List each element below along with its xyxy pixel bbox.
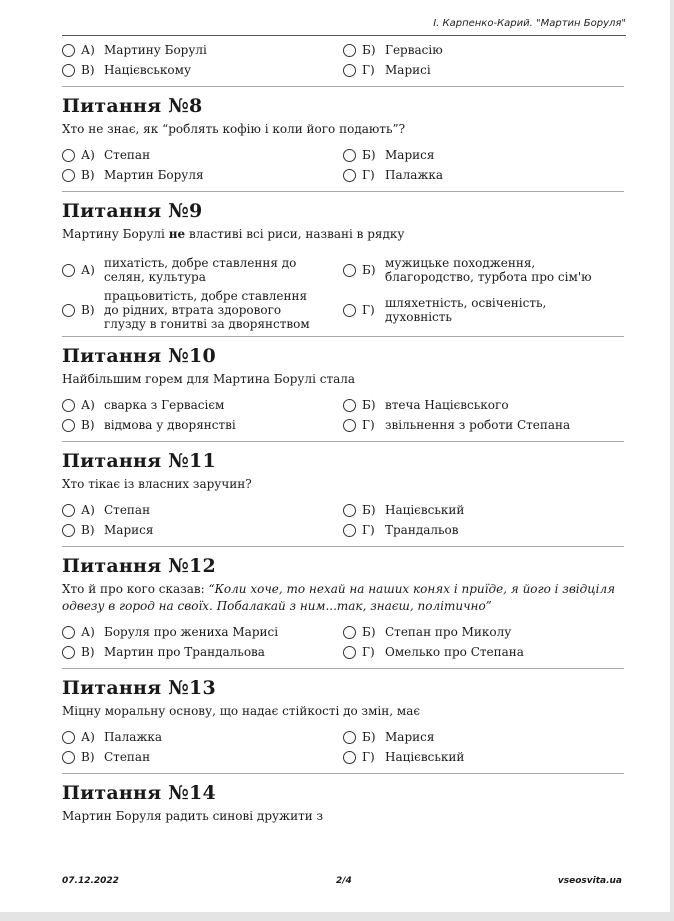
radio-button[interactable] [62,149,75,162]
option-text: Марисі [385,63,431,77]
header-rule [62,35,626,36]
option-letter: Б) [362,43,376,57]
option-letter: А) [81,43,95,57]
running-header: І. Карпенко-Карий. "Мартин Боруля" [433,18,626,29]
option-text: Націєвський [385,503,465,517]
option-letter: А) [81,398,95,412]
radio-button[interactable] [343,399,356,412]
viewer-bottom-strip [0,912,674,921]
question-11 [62,450,624,540]
radio-button[interactable] [343,149,356,162]
radio-button[interactable] [343,419,356,432]
option-b[interactable] [343,148,624,162]
footer-date: 07.12.2022 [62,876,119,886]
question-text [62,226,624,243]
option-letter: Б) [362,730,376,744]
question-text: Міцну моральну основу, що надає стійкості до змін, має [62,704,421,718]
question-14 [62,782,624,825]
option-v[interactable] [62,645,343,659]
footer-page-number: 2/4 [336,876,352,886]
option-text: відмова у дворянстві [104,418,236,432]
option-row [62,60,624,80]
option-row [62,747,624,767]
option-text: Мартин Боруля [104,168,204,182]
option-b[interactable] [343,503,624,517]
questions-content [62,40,624,832]
option-row [62,165,624,185]
question-text-part: Хто й про кого сказав: [62,582,209,596]
question-title: Питання №13 [62,677,216,699]
option-g[interactable] [343,168,624,182]
option-v[interactable] [62,63,343,77]
option-text: працьовитість, добре ставлення до рідних, втрата здорового глузду в гонитві за дворянством [104,289,310,331]
option-letter: Г) [362,418,375,432]
top-options [62,40,624,80]
option-b[interactable] [343,730,624,744]
question-12 [62,555,624,662]
radio-button[interactable] [343,751,356,764]
question-10 [62,345,624,435]
question-text: Мартин Боруля радить синові дружити з [62,809,324,823]
option-row [62,520,624,540]
radio-button[interactable] [62,731,75,744]
radio-button[interactable] [343,504,356,517]
separator [62,191,624,192]
option-a[interactable] [62,625,343,639]
question-title: Питання №10 [62,345,216,367]
option-g[interactable] [343,418,624,432]
radio-button[interactable] [343,264,356,277]
option-g[interactable] [343,292,624,328]
question-text: Хто тікає із власних заручин? [62,477,252,491]
radio-button[interactable] [343,626,356,639]
option-text: Марися [104,523,154,537]
radio-button[interactable] [343,646,356,659]
question-title: Питання №12 [62,555,216,577]
option-letter: Б) [362,625,376,639]
option-letter: В) [81,303,95,317]
option-text: Боруля про жениха Марисі [104,625,279,639]
option-v[interactable] [62,750,343,764]
option-text: втеча Націєвського [385,398,509,412]
option-letter: А) [81,503,95,517]
radio-button[interactable] [343,524,356,537]
option-a[interactable] [62,252,343,288]
question-text-part: властиві всі риси, названі в рядку [185,227,405,241]
option-a[interactable] [62,730,343,744]
question-title: Питання №8 [62,95,203,117]
option-text: Омелько про Степана [385,645,524,659]
option-letter: А) [81,625,95,639]
option-b[interactable] [343,252,624,288]
option-g[interactable] [343,645,624,659]
radio-button[interactable] [343,304,356,317]
option-letter: В) [81,645,95,659]
option-row [62,40,624,60]
option-a[interactable] [62,148,343,162]
page-edge [670,0,674,921]
question-13 [62,677,624,767]
footer-site: vseosvita.ua [557,876,622,886]
option-letter: В) [81,523,95,537]
radio-button[interactable] [62,626,75,639]
option-row [62,250,624,290]
option-v[interactable] [62,289,343,331]
option-letter: Г) [362,168,375,182]
radio-button[interactable] [62,169,75,182]
question-title: Питання №9 [62,200,203,222]
option-letter: А) [81,263,95,277]
separator [62,668,624,669]
option-a[interactable] [62,398,343,412]
option-letter: Г) [362,523,375,537]
option-text: звільнення з роботи Степана [385,418,571,432]
option-text: Палажка [104,730,163,744]
question-text [62,581,624,615]
option-letter: А) [81,148,95,162]
option-text: Мартин про Трандальова [104,645,265,659]
question-title: Питання №11 [62,450,216,472]
option-letter: В) [81,750,95,764]
question-quote: “Коли хоче, то нехай на наших конях і приїде, я його і звідціля одвезу в город на своїх. Побалакай з ним...так, знаєш, політично” [62,582,616,613]
option-row [62,145,624,165]
option-text: сварка з Гервасієм [104,398,225,412]
radio-button[interactable] [62,524,75,537]
option-row [62,727,624,747]
option-letter: Б) [362,148,376,162]
option-letter: Б) [362,263,376,277]
option-a[interactable] [62,503,343,517]
option-a[interactable] [62,43,343,57]
question-8 [62,95,624,185]
radio-button[interactable] [62,304,75,317]
option-g[interactable] [343,750,624,764]
option-letter: Б) [362,398,376,412]
radio-button[interactable] [62,44,75,57]
question-text-part: Мартину Борулі [62,227,169,241]
option-letter: Г) [362,303,375,317]
option-text: Націєвському [104,63,192,77]
option-text: мужицьке походження, благородство, турбота про сім'ю [385,256,592,284]
question-title: Питання №14 [62,782,216,804]
option-row [62,622,624,642]
radio-button[interactable] [62,399,75,412]
question-text-emphasis: не [168,227,186,241]
option-letter: Г) [362,750,375,764]
option-v[interactable] [62,418,343,432]
radio-button[interactable] [62,751,75,764]
option-g[interactable] [343,523,624,537]
option-v[interactable] [62,523,343,537]
separator [62,773,624,774]
option-letter: В) [81,168,95,182]
separator [62,336,624,337]
option-text: Марися [385,730,435,744]
question-text: Найбільшим горем для Мартина Борулі стала [62,372,356,386]
separator [62,441,624,442]
option-row [62,415,624,435]
separator [62,86,624,87]
option-text: Степан [104,750,151,764]
radio-button[interactable] [62,646,75,659]
question-9 [62,200,624,330]
radio-button[interactable] [62,419,75,432]
option-text: Мартину Борулі [104,43,207,57]
option-letter: А) [81,730,95,744]
option-text: Марися [385,148,435,162]
option-letter: Г) [362,63,375,77]
option-text: Степан [104,148,151,162]
option-b[interactable] [343,625,624,639]
option-letter: Б) [362,503,376,517]
option-row [62,642,624,662]
option-letter: В) [81,418,95,432]
option-letter: В) [81,63,95,77]
option-row [62,290,624,330]
option-letter: Г) [362,645,375,659]
option-text: Палажка [385,168,444,182]
option-row [62,395,624,415]
option-text: Трандальов [385,523,459,537]
radio-button[interactable] [343,169,356,182]
radio-button[interactable] [62,504,75,517]
question-text: Хто не знає, як “роблять кофію і коли його подають”? [62,122,406,136]
option-row [62,500,624,520]
option-text: Степан [104,503,151,517]
option-b[interactable] [343,398,624,412]
separator [62,546,624,547]
option-text: Націєвський [385,750,465,764]
option-text: Гервасію [385,43,443,57]
option-text: пихатість, добре ставлення до селян, культура [104,256,297,284]
radio-button[interactable] [343,44,356,57]
radio-button[interactable] [343,64,356,77]
radio-button[interactable] [343,731,356,744]
option-text: шляхетність, освіченість, духовність [385,296,547,324]
option-text: Степан про Миколу [385,625,512,639]
option-g[interactable] [343,63,624,77]
option-b[interactable] [343,43,624,57]
option-v[interactable] [62,168,343,182]
radio-button[interactable] [62,64,75,77]
radio-button[interactable] [62,264,75,277]
